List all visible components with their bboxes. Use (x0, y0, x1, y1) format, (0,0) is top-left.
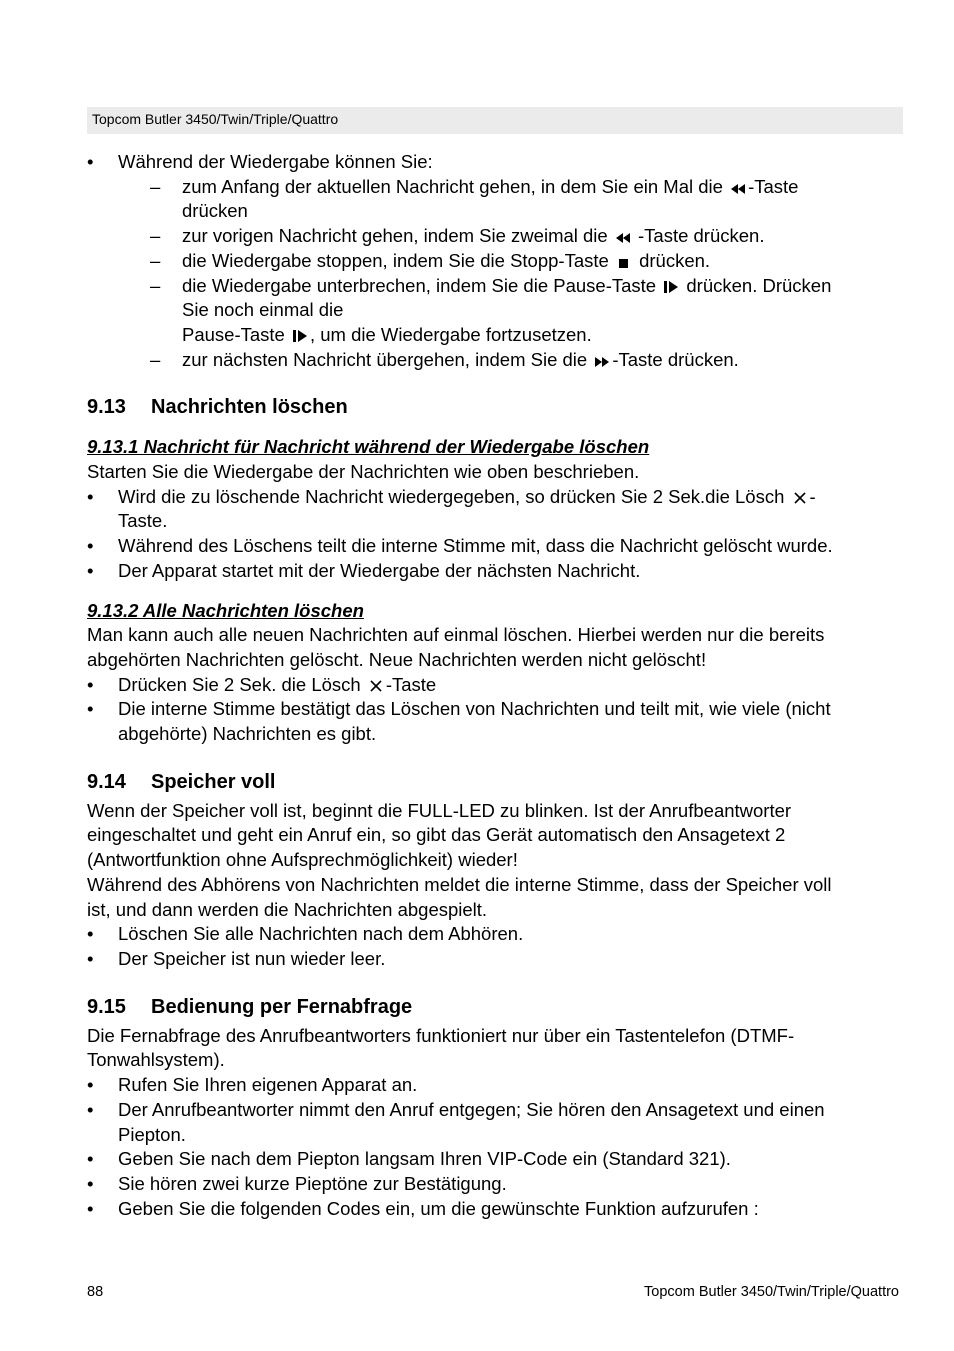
bullet-item: • Der Speicher ist nun wieder leer. (87, 947, 386, 969)
stop-icon (616, 256, 632, 268)
bullet-item: • Geben Sie nach dem Piepton langsam Ihren VIP-Code ein (Standard 321). (87, 1148, 731, 1170)
bullet-item: • Rufen Sie Ihren eigenen Apparat an. (87, 1074, 418, 1096)
intro-dash-5: – zur nächsten Nachricht übergehen, indem Sie die -Taste drücken. (150, 348, 739, 370)
header-title: Topcom Butler 3450/Twin/Triple/Quattro (92, 111, 339, 127)
section-heading-9-13: 9.13 Nachrichten löschen (87, 396, 348, 419)
play-pause-icon (663, 281, 679, 293)
play-pause-icon (292, 330, 308, 342)
bullet-item: • Geben Sie die folgenden Codes ein, um die gewünschte Funktion aufzurufen : (87, 1197, 759, 1219)
paragraph: Die Fernabfrage des Anrufbeantworters funktioniert nur über ein Tastentelefon (DTMF- Tonwahlsystem). (87, 1024, 795, 1071)
page-content (87, 150, 903, 1221)
bullet-item: • Wird die zu löschende Nachricht wiedergegeben, so drücken Sie 2 Sek.die Lösch - Taste. (87, 485, 816, 532)
footer-title: Topcom Butler 3450/Twin/Triple/Quattro (644, 1284, 899, 1300)
page-number: 88 (87, 1284, 104, 1300)
delete-x-icon (368, 680, 384, 692)
paragraph: Man kann auch alle neuen Nachrichten auf einmal löschen. Hierbei werden nur die bereits abgehörten Nachrichten gelöscht. Neue Nachrichten werden nicht gelöscht! (87, 624, 825, 670)
bullet-item: • Der Apparat startet mit der Wiedergabe der nächsten Nachricht. (87, 559, 641, 581)
bullet-item: • Die interne Stimme bestätigt das Löschen von Nachrichten und teilt mit, wie viele (nicht abgehörte) Nachrichten es gibt. (87, 698, 831, 745)
subsection-heading-9-13-2: 9.13.2 Alle Nachrichten löschen (87, 599, 364, 621)
bullet-item: • Während des Löschens teilt die interne Stimme mit, dass die Nachricht gelöscht wurde. (87, 535, 833, 557)
fast-forward-icon (594, 355, 610, 367)
bullet-item: • Drücken Sie 2 Sek. die Lösch -Taste (87, 673, 437, 695)
paragraph: Wenn der Speicher voll ist, beginnt die FULL-LED zu blinken. Ist der Anrufbeantworter eingeschaltet und geht ein Anruf ein, so gibt das Gerät automatisch den Ansagetext 2 (Antwortfunktion ohne Aufsprechmöglichkeit) wieder! Während des Abhörens von Nachrichten meldet die interne Stimme, dass der Speicher voll ist, und dann werden die Nachrichten abgespielt. (87, 799, 832, 920)
bullet-item: • Sie hören zwei kurze Pieptöne zur Bestätigung. (87, 1172, 507, 1194)
intro-dash-4: – die Wiedergabe unterbrechen, indem Sie die Pause-Taste drücken. Drücken Sie noch einmal die Pause-Taste , um die Wiedergabe fortzusetzen. (150, 274, 832, 345)
rewind-icon (730, 182, 746, 194)
intro-dash-1: – zum Anfang der aktuellen Nachricht gehen, in dem Sie ein Mal die -Taste drücken (150, 175, 799, 222)
header-bar (87, 107, 903, 134)
subsection-heading-9-13-1: 9.13.1 Nachricht für Nachricht während der Wiedergabe löschen (87, 436, 650, 458)
section-heading-9-14: 9.14 Speicher voll (87, 770, 276, 793)
section-heading-9-15: 9.15 Bedienung per Fernabfrage (87, 995, 413, 1018)
intro-bullet: • Während der Wiedergabe können Sie: (87, 151, 433, 172)
intro-dash-2: – zur vorigen Nachricht gehen, indem Sie zweimal die -Taste drücken. (150, 225, 765, 247)
delete-x-icon (792, 492, 808, 504)
bullet-item: • Der Anrufbeantworter nimmt den Anruf entgegen; Sie hören den Ansagetext und einen Piepton. (87, 1098, 825, 1145)
paragraph: Starten Sie die Wiedergabe der Nachrichten wie oben beschrieben. (87, 461, 640, 483)
rewind-icon (615, 231, 631, 243)
bullet-item: • Löschen Sie alle Nachrichten nach dem Abhören. (87, 923, 524, 945)
intro-dash-3: – die Wiedergabe stoppen, indem Sie die Stopp-Taste drücken. (150, 249, 711, 271)
